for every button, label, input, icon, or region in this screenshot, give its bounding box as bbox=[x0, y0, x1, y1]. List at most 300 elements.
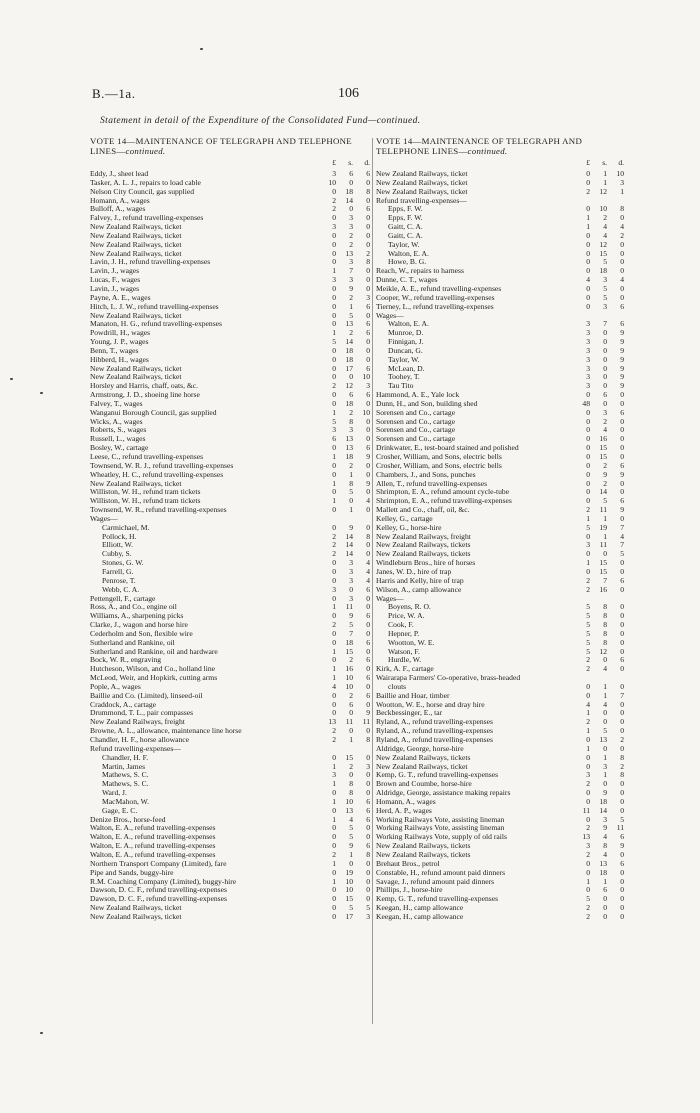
payee-label: Mathews, S. C. bbox=[102, 771, 149, 780]
ledger-row bbox=[376, 913, 624, 922]
payee-label: Manaton, H. G., refund travelling-expenses bbox=[90, 320, 223, 329]
pence-value: 4 bbox=[366, 575, 370, 585]
shillings-value: 0 bbox=[603, 708, 607, 718]
pence-value: 7 bbox=[620, 690, 624, 700]
pounds-value: 0 bbox=[586, 487, 590, 497]
money-column-heads bbox=[576, 158, 624, 168]
pounds-value: 5 bbox=[586, 620, 590, 630]
payee-label: Lucas, F., wages bbox=[90, 276, 141, 285]
shillings-value: 5 bbox=[349, 310, 353, 320]
pence-value: 5 bbox=[366, 903, 370, 913]
shillings-value: 0 bbox=[603, 549, 607, 559]
pounds-value: 0 bbox=[332, 699, 336, 709]
pence-value: 0 bbox=[620, 398, 624, 408]
pounds-value: 2 bbox=[332, 549, 336, 559]
shillings-value: 0 bbox=[603, 337, 607, 347]
pence-value: 0 bbox=[620, 876, 624, 886]
pounds-value: 0 bbox=[332, 398, 336, 408]
pence-value: 0 bbox=[366, 770, 370, 780]
pence-value: 6 bbox=[620, 832, 624, 842]
ledger-row bbox=[90, 630, 370, 639]
payee-label: Gaitt, C. A. bbox=[388, 231, 423, 240]
shillings-value: 1 bbox=[349, 849, 353, 859]
payee-label: Lavin, J., wages bbox=[90, 284, 140, 293]
shillings-value: 4 bbox=[349, 814, 353, 824]
pence-value: 6 bbox=[366, 805, 370, 815]
ledger-row bbox=[90, 488, 370, 497]
pence-value: 0 bbox=[366, 398, 370, 408]
payee-label: Brehaut Bros., petrol bbox=[376, 859, 440, 868]
pence-value: 0 bbox=[620, 681, 624, 691]
pounds-value: 1 bbox=[332, 664, 336, 674]
payee-label: Wicks, A., wages bbox=[90, 417, 143, 426]
pence-value: 6 bbox=[620, 858, 624, 868]
shillings-value: 16 bbox=[599, 434, 607, 444]
pounds-value: 3 bbox=[586, 770, 590, 780]
pence-value: 0 bbox=[366, 213, 370, 223]
shillings-value: 8 bbox=[603, 611, 607, 621]
shillings-value: 7 bbox=[603, 575, 607, 585]
pence-value: 7 bbox=[620, 540, 624, 550]
payee-label: Finnigan, J. bbox=[388, 338, 424, 347]
pounds-value: 2 bbox=[586, 911, 590, 921]
payee-label: Pettengell, F., cartage bbox=[90, 594, 156, 603]
pence-value: 0 bbox=[620, 743, 624, 753]
pence-value: 2 bbox=[620, 761, 624, 771]
payee-label: New Zealand Railways, ticket bbox=[90, 373, 182, 382]
pounds-value: 0 bbox=[332, 248, 336, 258]
ledger-row bbox=[90, 533, 370, 542]
shillings-value: 13 bbox=[345, 434, 353, 444]
pence-value: 6 bbox=[620, 407, 624, 417]
payee-label: Chandler, H. F., horse allowance bbox=[90, 736, 190, 744]
shillings-value: 3 bbox=[603, 814, 607, 824]
shillings-value: 6 bbox=[603, 390, 607, 400]
shillings-value: 9 bbox=[349, 522, 353, 532]
pounds-value: 0 bbox=[332, 841, 336, 851]
payee-label: Working Railways Vote, supply of old rails bbox=[376, 833, 507, 842]
shillings-value: 9 bbox=[349, 283, 353, 293]
pence-value: 0 bbox=[620, 646, 624, 656]
pence-value: 8 bbox=[366, 186, 370, 196]
shillings-value: 10 bbox=[599, 204, 607, 214]
shillings-value: 11 bbox=[345, 602, 353, 612]
pounds-value: 0 bbox=[586, 885, 590, 895]
pence-value: 0 bbox=[366, 876, 370, 886]
shillings-value: 8 bbox=[349, 779, 353, 789]
pence-value: 11 bbox=[616, 823, 624, 833]
shillings-value: 11 bbox=[599, 505, 607, 515]
ledger-row bbox=[90, 435, 370, 444]
ledger-row bbox=[90, 878, 370, 887]
pence-value: 2 bbox=[366, 248, 370, 258]
pence-value: 0 bbox=[620, 487, 624, 497]
pounds-value: 2 bbox=[332, 726, 336, 736]
pounds-value: 0 bbox=[586, 443, 590, 453]
pounds-value: 0 bbox=[332, 213, 336, 223]
pence-value: 0 bbox=[620, 805, 624, 815]
pence-value: 0 bbox=[366, 505, 370, 515]
payee-label: Homann, A., wages bbox=[376, 797, 436, 806]
pounds-value: 1 bbox=[586, 743, 590, 753]
payee-label: Armstrong, J. D., shoeing line horse bbox=[90, 391, 200, 400]
pence-value: 0 bbox=[366, 664, 370, 674]
payee-label: Hibberd, H., wages bbox=[90, 355, 149, 364]
payee-label: Bosley, W., cartage bbox=[90, 444, 149, 453]
pence-value: 6 bbox=[620, 319, 624, 329]
payee-label: Penrose, T. bbox=[102, 576, 136, 585]
ledger-row bbox=[90, 886, 370, 895]
shillings-value: 19 bbox=[345, 867, 353, 877]
pounds-value: 3 bbox=[332, 169, 336, 178]
payee-label: clouts bbox=[388, 682, 407, 691]
shillings-value: 18 bbox=[345, 398, 353, 408]
vote-heading bbox=[90, 136, 370, 158]
shillings-value: 5 bbox=[349, 620, 353, 630]
shillings-value: 11 bbox=[599, 540, 607, 550]
pence-value: 0 bbox=[620, 239, 624, 249]
ledger-row bbox=[90, 842, 370, 851]
ledger-row bbox=[90, 312, 370, 321]
shillings-value: 2 bbox=[603, 478, 607, 488]
shillings-value: 0 bbox=[349, 708, 353, 718]
payee-label: Denize Bros., horse-feed bbox=[90, 815, 166, 824]
ledger-row bbox=[376, 665, 624, 674]
payee-label: Savage, J., refund amount paid dinners bbox=[376, 877, 495, 886]
shillings-value: 3 bbox=[349, 275, 353, 285]
pence-value: 0 bbox=[366, 681, 370, 691]
vote-heading-continued: continued. bbox=[467, 146, 508, 156]
payee-label: New Zealand Railways, freight bbox=[90, 718, 185, 727]
pounds-head: £ bbox=[586, 158, 590, 167]
shillings-value: 0 bbox=[603, 328, 607, 338]
pounds-value: 0 bbox=[332, 319, 336, 329]
shillings-value: 0 bbox=[603, 381, 607, 391]
pounds-value: 0 bbox=[332, 593, 336, 603]
payee-label: Janes, W. D., hire of trap bbox=[376, 567, 452, 576]
shillings-value: 0 bbox=[603, 345, 607, 355]
pounds-value: 2 bbox=[332, 381, 336, 391]
shillings-value: 1 bbox=[603, 513, 607, 523]
shillings-value: 4 bbox=[603, 222, 607, 232]
shillings-value: 8 bbox=[603, 602, 607, 612]
payee-label: Hepner, P. bbox=[388, 629, 420, 638]
shillings-value: 15 bbox=[599, 248, 607, 258]
pounds-value: 2 bbox=[332, 849, 336, 859]
shillings-value: 0 bbox=[603, 911, 607, 921]
payee-label: Aldridge, George, assistance making repairs bbox=[376, 789, 511, 798]
shillings-value: 9 bbox=[603, 823, 607, 833]
pence-value: 0 bbox=[620, 443, 624, 453]
ledger-row bbox=[90, 453, 370, 462]
payee-label: Keegan, H., camp allowance bbox=[376, 912, 464, 921]
pence-value: 0 bbox=[620, 513, 624, 523]
shillings-value: 2 bbox=[349, 239, 353, 249]
shillings-value: 14 bbox=[345, 195, 353, 205]
pence-value: 6 bbox=[366, 814, 370, 824]
payee-label: Eddy, J., sheet lead bbox=[90, 170, 149, 178]
pence-value: 0 bbox=[620, 637, 624, 647]
pounds-value: 0 bbox=[332, 345, 336, 355]
pence-value: 3 bbox=[620, 177, 624, 187]
ledger-row bbox=[90, 860, 370, 869]
pence-value: 0 bbox=[366, 858, 370, 868]
ledger-row bbox=[90, 294, 370, 303]
shillings-value: 2 bbox=[349, 655, 353, 665]
shillings-value: 0 bbox=[349, 770, 353, 780]
ledger-row bbox=[90, 595, 370, 604]
pounds-value: 0 bbox=[332, 867, 336, 877]
pence-value: 9 bbox=[620, 505, 624, 515]
payee-label: Hurdle, W. bbox=[388, 656, 422, 665]
ledger-row bbox=[90, 639, 370, 648]
pounds-value: 5 bbox=[586, 637, 590, 647]
pence-value: 8 bbox=[366, 735, 370, 744]
payee-label: McLean, D. bbox=[388, 364, 425, 373]
payee-label: New Zealand Railways, tickets bbox=[376, 850, 471, 859]
pounds-value: 1 bbox=[332, 602, 336, 612]
pounds-value: 0 bbox=[586, 460, 590, 470]
payee-label: Wilson, A., camp allowance bbox=[376, 585, 462, 594]
shillings-value: 13 bbox=[345, 248, 353, 258]
payee-label: Walton, E. A., refund travelling-expenses bbox=[90, 842, 216, 851]
ledger-row bbox=[90, 497, 370, 506]
pounds-value: 5 bbox=[332, 416, 336, 426]
ledger-row bbox=[90, 524, 370, 533]
pence-head: d. bbox=[364, 158, 370, 167]
shillings-value: 7 bbox=[349, 266, 353, 276]
payee-label: New Zealand Railways, ticket bbox=[376, 762, 468, 771]
shillings-value: 8 bbox=[349, 478, 353, 488]
shillings-value: 3 bbox=[349, 257, 353, 267]
ledger-row bbox=[90, 913, 370, 922]
payee-label: Webb, C. A. bbox=[102, 585, 140, 594]
shillings-value: 12 bbox=[599, 186, 607, 196]
column-divider bbox=[372, 138, 373, 1024]
shillings-value: 1 bbox=[349, 505, 353, 515]
pounds-value: 0 bbox=[332, 469, 336, 479]
shillings-value: 10 bbox=[345, 885, 353, 895]
shillings-value: 10 bbox=[345, 673, 353, 683]
shillings-value: 2 bbox=[603, 460, 607, 470]
shillings-head: s. bbox=[348, 158, 353, 167]
pounds-value: 0 bbox=[332, 505, 336, 515]
pounds-value: 0 bbox=[332, 230, 336, 240]
pence-value: 8 bbox=[366, 531, 370, 541]
payee-label: Allen, T., refund travelling-expenses bbox=[376, 479, 488, 488]
pence-value: 0 bbox=[620, 283, 624, 293]
pence-value: 0 bbox=[620, 478, 624, 488]
pounds-value: 11 bbox=[582, 805, 590, 815]
shillings-value: 0 bbox=[603, 354, 607, 364]
shillings-value: 13 bbox=[599, 735, 607, 744]
pounds-value: 0 bbox=[332, 788, 336, 798]
payee-label: Sorensen and Co., cartage bbox=[376, 435, 456, 444]
pounds-value: 0 bbox=[332, 903, 336, 913]
pence-value: 6 bbox=[366, 328, 370, 338]
pence-value: 0 bbox=[366, 354, 370, 364]
payee-label: New Zealand Railways, tickets bbox=[376, 550, 471, 559]
payee-label: Williams, A., sharpening picks bbox=[90, 612, 184, 621]
pounds-value: 0 bbox=[586, 283, 590, 293]
pounds-value: 0 bbox=[332, 301, 336, 311]
payee-label: R.M. Coaching Company (Limited), buggy-hire bbox=[90, 877, 237, 886]
pence-value: 0 bbox=[620, 699, 624, 709]
pounds-value: 2 bbox=[332, 195, 336, 205]
shillings-value: 5 bbox=[603, 292, 607, 302]
pounds-value: 0 bbox=[332, 805, 336, 815]
payee-label: Cook, F. bbox=[388, 621, 414, 630]
shillings-value: 18 bbox=[599, 796, 607, 806]
payee-label: Gaitt, C. A. bbox=[388, 223, 423, 232]
payee-label: Epps, F. W. bbox=[388, 214, 423, 223]
pounds-value: 0 bbox=[586, 390, 590, 400]
ledger-row bbox=[376, 586, 624, 595]
shillings-value: 1 bbox=[603, 752, 607, 762]
page-number: 106 bbox=[338, 86, 359, 101]
pounds-value: 3 bbox=[586, 381, 590, 391]
payee-label: Dunn, H., and Son, building shed bbox=[376, 399, 478, 408]
pounds-value: 0 bbox=[332, 752, 336, 762]
payee-label: Homann, A., wages bbox=[90, 196, 150, 205]
ledger-row bbox=[90, 541, 370, 550]
pence-value: 9 bbox=[620, 337, 624, 347]
pence-value: 0 bbox=[366, 460, 370, 470]
pounds-value: 4 bbox=[586, 699, 590, 709]
pence-value: 2 bbox=[620, 230, 624, 240]
payee-label: Falvey, T., wages bbox=[90, 399, 143, 408]
shillings-value: 7 bbox=[603, 319, 607, 329]
payee-label: Wheatley, H. C., refund travelling-expenses bbox=[90, 470, 224, 479]
ledger-row bbox=[90, 816, 370, 825]
pence-value: 0 bbox=[366, 894, 370, 904]
payee-label: Wages— bbox=[90, 514, 118, 523]
pounds-value: 0 bbox=[332, 832, 336, 842]
payee-label: Ryland, A., refund travelling-expenses bbox=[376, 718, 493, 727]
payee-label: Young, J. P., wages bbox=[90, 338, 149, 347]
pounds-value: 3 bbox=[586, 354, 590, 364]
left-column bbox=[90, 136, 370, 921]
pounds-value: 0 bbox=[332, 186, 336, 196]
payee-label: Dawson, D. C. F., refund travelling-expenses bbox=[90, 895, 227, 904]
shillings-value: 1 bbox=[603, 681, 607, 691]
pence-value: 6 bbox=[366, 301, 370, 311]
pence-value: 0 bbox=[620, 620, 624, 630]
ledger-row bbox=[90, 745, 370, 754]
pounds-head: £ bbox=[332, 158, 336, 167]
shillings-value: 1 bbox=[603, 531, 607, 541]
shillings-value: 3 bbox=[349, 575, 353, 585]
pounds-value: 3 bbox=[586, 841, 590, 851]
shillings-value: 14 bbox=[599, 487, 607, 497]
pounds-value: 0 bbox=[332, 823, 336, 833]
statement-title: Statement in detail of the Expenditure of the Consolidated Fund—continued. bbox=[100, 116, 421, 126]
pounds-value: 0 bbox=[586, 239, 590, 249]
pence-value: 9 bbox=[620, 363, 624, 373]
shillings-value: 2 bbox=[603, 213, 607, 223]
ledger-row bbox=[90, 789, 370, 798]
payee-label: Sorensen and Co., cartage bbox=[376, 426, 456, 435]
pence-value: 9 bbox=[620, 328, 624, 338]
pence-value: 0 bbox=[620, 628, 624, 638]
pounds-value: 0 bbox=[332, 885, 336, 895]
payee-label: Walton, E. A., refund travelling-expenses bbox=[90, 850, 216, 859]
shillings-value: 5 bbox=[349, 832, 353, 842]
pence-value: 0 bbox=[366, 549, 370, 559]
pounds-value: 0 bbox=[586, 257, 590, 267]
payee-label: Shrimpton, E. A., refund travelling-expenses bbox=[376, 497, 512, 506]
pence-value: 0 bbox=[620, 885, 624, 895]
pence-value: 6 bbox=[366, 673, 370, 683]
shillings-value: 2 bbox=[349, 407, 353, 417]
shillings-value: 18 bbox=[599, 867, 607, 877]
pence-value: 0 bbox=[620, 867, 624, 877]
ledger-row bbox=[90, 356, 370, 365]
pounds-value: 0 bbox=[332, 372, 336, 382]
pounds-value: 1 bbox=[586, 558, 590, 568]
pounds-value: 0 bbox=[332, 894, 336, 904]
pounds-value: 1 bbox=[332, 646, 336, 656]
pounds-value: 0 bbox=[586, 531, 590, 541]
pence-value: 6 bbox=[366, 169, 370, 178]
payee-label: Sutherland and Rankine, oil bbox=[90, 638, 175, 647]
pounds-value: 0 bbox=[332, 575, 336, 585]
ledger-row bbox=[90, 754, 370, 763]
pence-value: 0 bbox=[366, 752, 370, 762]
ledger-row bbox=[90, 409, 370, 418]
pence-value: 0 bbox=[366, 177, 370, 187]
shillings-value: 13 bbox=[345, 319, 353, 329]
pence-value: 8 bbox=[620, 770, 624, 780]
pounds-value: 0 bbox=[586, 549, 590, 559]
ledger-row bbox=[90, 780, 370, 789]
payee-label: New Zealand Railways, ticket bbox=[90, 311, 182, 320]
pounds-value: 0 bbox=[586, 469, 590, 479]
ledger-row bbox=[90, 550, 370, 559]
pence-value: 0 bbox=[366, 628, 370, 638]
ledger-row bbox=[90, 515, 370, 524]
shillings-value: 19 bbox=[599, 522, 607, 532]
ledger-row bbox=[90, 462, 370, 471]
pence-value: 6 bbox=[366, 363, 370, 373]
pence-value: 4 bbox=[366, 566, 370, 576]
shillings-value: 3 bbox=[603, 407, 607, 417]
pence-value: 0 bbox=[620, 416, 624, 426]
pounds-value: 2 bbox=[332, 620, 336, 630]
pence-value: 8 bbox=[620, 752, 624, 762]
shillings-value: 9 bbox=[349, 841, 353, 851]
payee-label: Ryland, A., refund travelling-expenses bbox=[376, 736, 493, 744]
pence-value: 0 bbox=[366, 788, 370, 798]
pence-value: 0 bbox=[620, 602, 624, 612]
payee-label: Browne, A. L., allowance, maintenance line horse bbox=[90, 727, 242, 736]
pounds-value: 0 bbox=[586, 814, 590, 824]
pounds-value: 0 bbox=[332, 363, 336, 373]
pounds-value: 0 bbox=[332, 708, 336, 718]
shillings-value: 2 bbox=[603, 416, 607, 426]
shillings-value: 2 bbox=[349, 761, 353, 771]
ledger-row bbox=[90, 285, 370, 294]
pounds-value: 0 bbox=[586, 496, 590, 506]
shillings-value: 14 bbox=[345, 531, 353, 541]
pounds-value: 4 bbox=[586, 275, 590, 285]
pounds-value: 2 bbox=[586, 823, 590, 833]
payee-label: Bulloff, A., wages bbox=[90, 205, 146, 214]
shillings-value: 17 bbox=[345, 363, 353, 373]
pence-value: 0 bbox=[620, 611, 624, 621]
pounds-value: 2 bbox=[586, 186, 590, 196]
pence-value: 3 bbox=[366, 911, 370, 921]
